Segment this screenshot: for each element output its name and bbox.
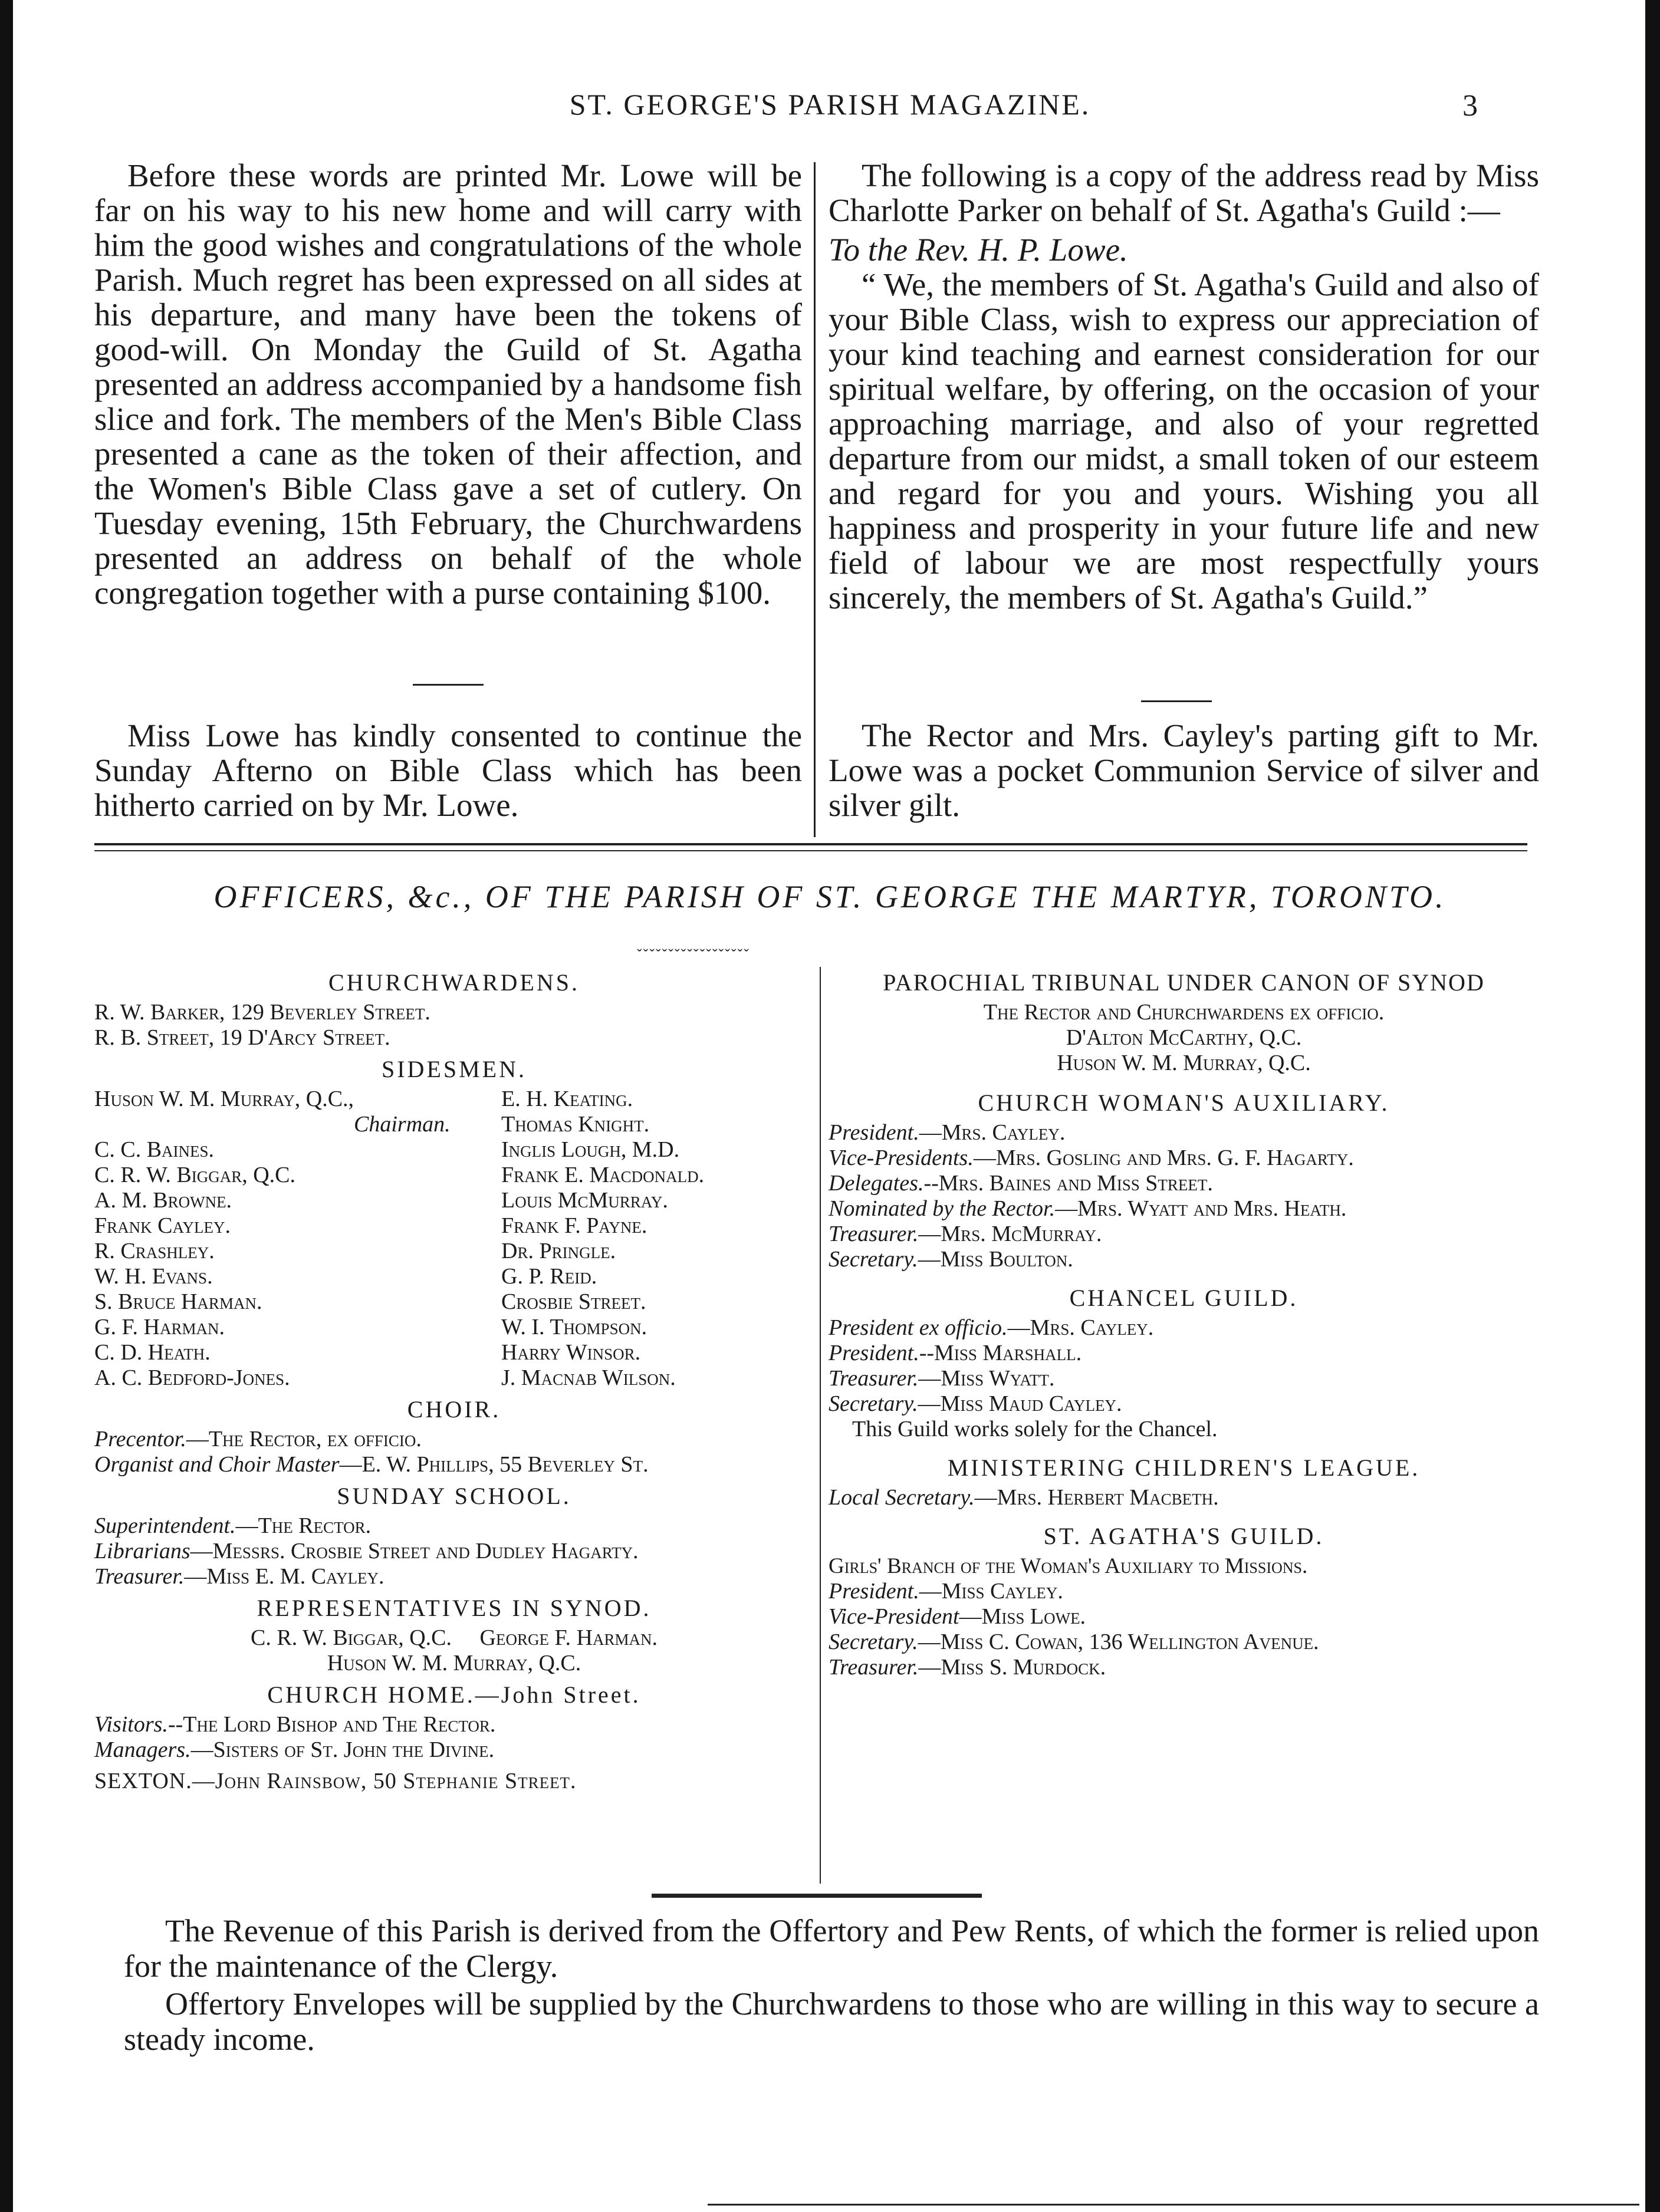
officers-title: OFFICERS, &c., OF THE PARISH OF ST. GEORGE THE MARTYR, TORONTO. [213,879,1447,914]
office-label: Vice-President [829,1604,959,1629]
left-column [94,158,802,610]
double-rule-bottom [94,850,1527,851]
page-bottom-rule [708,2204,1639,2206]
sidesman: Frank E. Macdonald. [501,1163,705,1187]
librarians-value: —Messrs. Crosbie Street and Dudley Hagarty. [190,1539,639,1563]
treasurer-label: Treasurer. [94,1564,185,1589]
synod-representative: Huson W. M. Murray, Q.C. [327,1651,581,1676]
office-holder: —Mrs. Herbert Macbeth. [974,1485,1219,1510]
churchwardens-heading: CHURCHWARDENS. [328,969,580,996]
office-label: Treasurer. [829,1655,919,1680]
office-holder: —Mrs. Gosling and Mrs. G. F. Hagarty. [973,1146,1354,1170]
office-holder: —Miss Lowe. [959,1604,1086,1629]
office-label: Treasurer. [829,1222,919,1246]
organist-value: —E. W. Phillips, 55 Beverley St. [339,1452,649,1477]
office-label: President ex officio. [829,1315,1008,1340]
footer-notes [124,1913,1539,2059]
page-binding-edge-left [0,0,13,2212]
sidesman: G. P. Reid. [501,1264,597,1289]
farewell-paragraph: Before these words are printed Mr. Lowe will be far on his way to his new home and will carry with him the good wishes and congratulations of the whole Parish. Much regret has been expressed on all sides at his departure, and many have been the tokens of good-will. On Monday the Guild of St. Agatha presented an address accompanied by a handsome fish slice and fork. The members of the Men's Bible Class presented a cane as the token of their affection, and the Women's Bible Class gave a set of cutlery. On Tuesday evening, 15th February, the Churchwardens presented an address on behalf of the whole congregation together with a purse containing $100. [94,157,802,611]
office-label: President. [829,1579,919,1604]
precentor-value: —The Rector, ex officio. [186,1427,422,1451]
ornament-divider: ˬˬˬˬˬˬˬˬˬˬˬˬˬˬˬˬˬˬ [637,934,750,952]
synod-heading: REPRESENTATIVES IN SYNOD. [257,1595,652,1621]
office-holder: —Miss C. Cowan, 136 Wellington Avenue. [918,1630,1319,1654]
tribunal-line: D'Alton McCarthy, Q.C. [1066,1025,1302,1050]
office-label: Local Secretary. [829,1485,975,1510]
bible-class-paragraph: Miss Lowe has kindly consented to continue the Sunday Afterno on Bible Class which has been hitherto carried on by Mr. Lowe. [94,717,802,823]
page-binding-edge-right [1645,0,1660,2212]
sidesman: W. H. Evans. [94,1264,213,1289]
officers-column-divider [820,967,821,1884]
address-intro: The following is a copy of the address read by Miss Charlotte Parker on behalf of St. Agatha's Guild :— [829,157,1539,228]
choir-heading: CHOIR. [407,1396,501,1423]
treasurer-value: —Miss E. M. Cayley. [184,1564,384,1589]
sidesman: Huson W. M. Murray, Q.C., [94,1087,354,1111]
sidesman: E. H. Keating. [501,1087,633,1111]
office-label: Vice-Presidents. [829,1146,974,1170]
office-holder: --Mrs. Baines and Miss Street. [923,1171,1213,1196]
auxiliary-heading: CHURCH WOMAN'S AUXILIARY. [978,1089,1390,1116]
office-holder: —Miss Wyatt. [918,1366,1055,1391]
right-column-lower [829,718,1539,822]
superintendent-label: Superintendent. [94,1513,236,1538]
visitors-label: Visitors. [94,1712,168,1737]
office-label: Secretary. [829,1247,918,1272]
office-holder: —Mrs. Cayley. [1007,1315,1154,1340]
chancel-note: This Guild works solely for the Chancel. [852,1417,1218,1441]
librarians-label: Librarians [94,1539,190,1563]
footer-rule [652,1894,982,1898]
office-label: President. [829,1341,919,1365]
sidesman-role: Chairman. [354,1112,451,1137]
office-holder: —Miss Maud Cayley. [918,1391,1122,1416]
parting-gift-paragraph: The Rector and Mrs. Cayley's parting gift to Mr. Lowe was a pocket Communion Service of silver and silver gilt. [829,717,1539,823]
office-label: Treasurer. [829,1366,919,1391]
synod-representatives: C. R. W. Biggar, Q.C. George F. Harman. [251,1625,658,1650]
tribunal-heading: PAROCHIAL TRIBUNAL UNDER CANON OF SYNOD [883,969,1485,996]
office-holder: —Miss S. Murdock. [918,1655,1106,1680]
superintendent-value: —The Rector. [235,1513,372,1538]
office-label: Secretary. [829,1630,918,1654]
sidesman: A. C. Bedford-Jones. [94,1365,290,1390]
sidesman: R. Crashley. [94,1239,215,1263]
sunday-school-heading: SUNDAY SCHOOL. [337,1483,571,1509]
church-home-heading: CHURCH HOME.—John Street. [267,1681,641,1708]
sidesman: Inglis Lough, M.D. [501,1137,680,1162]
office-holder: —Miss Boulton. [918,1247,1073,1272]
managers-value: —Sisters of St. John the Divine. [190,1737,495,1762]
sidesman: W. I. Thompson. [501,1315,647,1339]
office-label: Nominated by the Rector. [829,1196,1056,1221]
ministering-heading: MINISTERING CHILDREN'S LEAGUE. [947,1454,1421,1481]
sidesman: Dr. Pringle. [501,1239,616,1263]
officers-right-column [829,964,1539,1680]
right-column [829,158,1539,615]
churchwarden-entry: R. W. Barker, 129 Beverley Street. [94,1000,430,1025]
tribunal-line: The Rector and Churchwardens ex officio. [983,1000,1385,1025]
sidesman: C. D. Heath. [94,1340,211,1365]
address-text: “ We, the members of St. Agatha's Guild and also of your Bible Class, wish to express our appreciation of your kind teaching and earnest consideration for our spiritual welfare, by offering, on the occasion of your approaching marriage, and also of your regretted departure from our midst, a small token of our esteem and regard for you and yours. Wishing you all happiness and prosperity in your future life and new field of labour we are most respectfully yours sincerely, the members of St. Agatha's Guild.” [829,266,1539,615]
office-holder: —Mrs. Wyatt and Mrs. Heath. [1055,1196,1347,1221]
section-divider-right [1141,700,1212,702]
sidesman: C. R. W. Biggar, Q.C. [94,1163,296,1187]
organist-label: Organist and Choir Master [94,1452,340,1477]
office-label: Delegates. [829,1171,924,1196]
churchwarden-entry: R. B. Street, 19 D'Arcy Street. [94,1025,390,1050]
section-divider [413,684,484,686]
sexton-entry: SEXTON.—John Rainsbow, 50 Stephanie Street. [94,1769,577,1793]
agatha-heading: ST. AGATHA'S GUILD. [1043,1523,1324,1549]
sidesmen-heading: SIDESMEN. [381,1056,527,1082]
chancel-heading: CHANCEL GUILD. [1069,1285,1299,1311]
column-divider [814,162,816,837]
sidesman: Thomas Knight. [501,1112,650,1137]
sidesman: C. C. Baines. [94,1137,215,1162]
left-column-lower [94,718,802,822]
sidesman: Louis McMurray. [501,1188,668,1213]
sidesmen-list [94,1087,814,1391]
office-holder: --Miss Marshall. [919,1341,1082,1365]
office-holder: —Mrs. Cayley. [919,1120,1066,1145]
revenue-paragraph: The Revenue of this Parish is derived from the Offertory and Pew Rents, of which the former is relied upon for the maintenance of the Clergy. [124,1913,1539,1984]
page-number: 3 [1462,89,1478,123]
officers-left-column [94,964,814,1794]
sidesman: S. Bruce Harman. [94,1289,262,1314]
sidesman: J. Macnab Wilson. [501,1365,676,1390]
tribunal-line: Huson W. M. Murray, Q.C. [1057,1051,1311,1075]
office-label: Secretary. [829,1391,918,1416]
sidesman: Frank F. Payne. [501,1213,647,1238]
visitors-value: --The Lord Bishop and The Rector. [167,1712,496,1737]
office-holder: —Miss Cayley. [919,1579,1063,1604]
sidesman: Frank Cayley. [94,1213,231,1238]
envelopes-paragraph: Offertory Envelopes will be supplied by the Churchwardens to those who are willing in this way to secure a steady income. [124,1986,1539,2057]
office-label: President. [829,1120,919,1145]
running-title: ST. GEORGE'S PARISH MAGAZINE. [569,88,1091,121]
office-holder: —Mrs. McMurray. [918,1222,1102,1246]
sidesman: Harry Winsor. [501,1340,641,1365]
sidesman: G. F. Harman. [94,1315,225,1339]
managers-label: Managers. [94,1737,191,1762]
sidesman: Crosbie Street. [501,1289,646,1314]
address-salutation: To the Rev. H. P. Lowe. [829,232,1128,268]
agatha-subheading: Girls' Branch of the Woman's Auxiliary to Missions. [829,1554,1308,1578]
double-rule-top [94,843,1527,845]
sidesman: A. M. Browne. [94,1188,232,1213]
precentor-label: Precentor. [94,1427,186,1451]
